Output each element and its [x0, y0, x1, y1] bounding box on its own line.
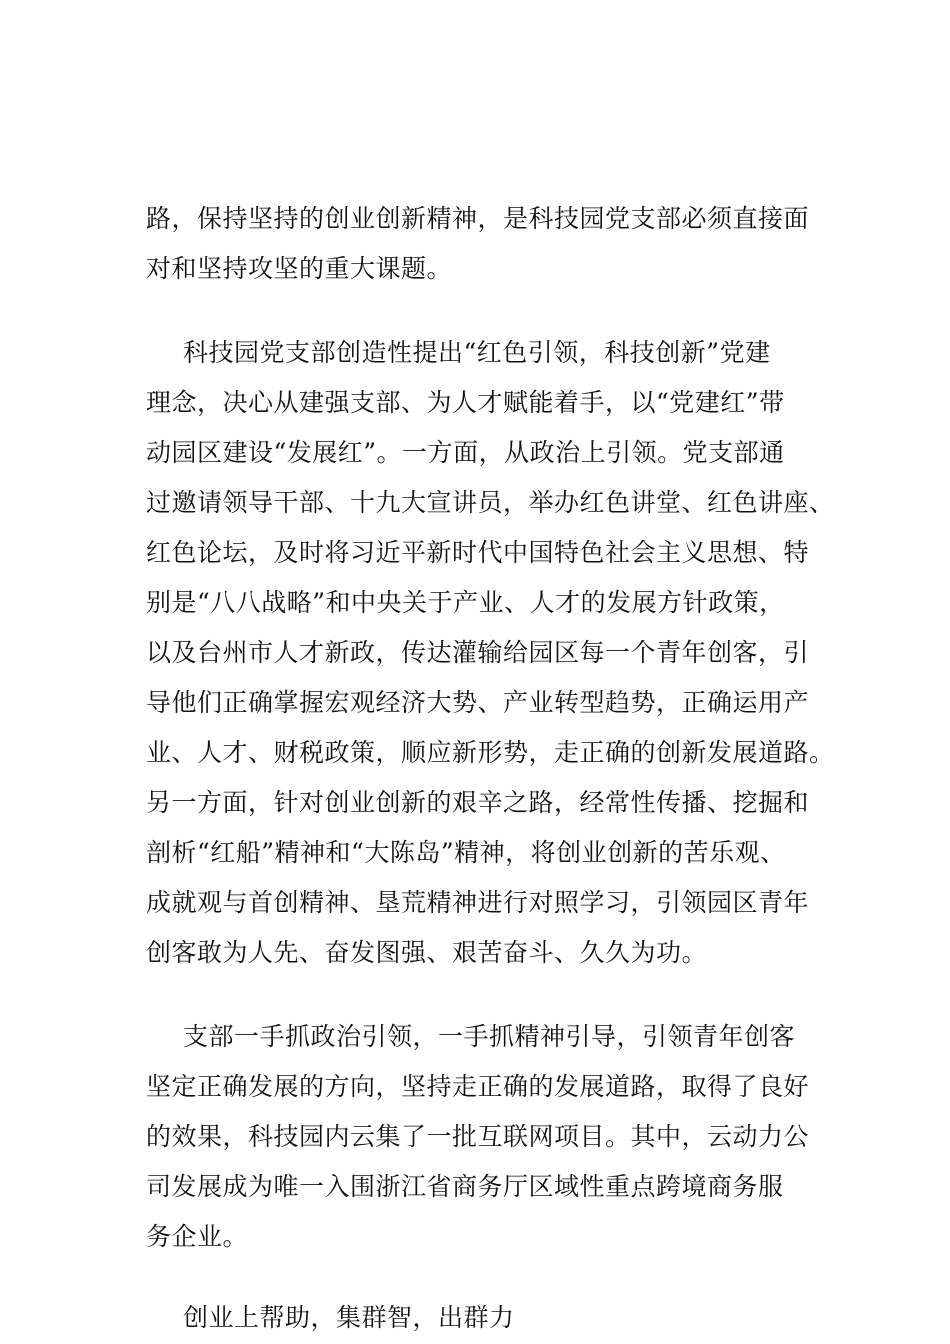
text-line: 红色论坛，及时将习近平新时代中国特色社会主义思想、特 — [146, 538, 810, 567]
text-line: 过邀请领导干部、十九大宣讲员，举办红色讲堂、红色讲座、 — [146, 488, 835, 517]
text-line: 务企业。 — [146, 1222, 249, 1251]
text-line: 支部一手抓政治引领，一手抓精神引导，引领青年创客 — [183, 1022, 796, 1051]
text-line: 业、人才、财税政策，顺应新形势，走正确的创新发展道路。 — [146, 738, 835, 767]
text-line: 以及台州市人才新政，传达灌输给园区每一个青年创客，引 — [146, 638, 810, 667]
text-line: 导他们正确掌握宏观经济大势、产业转型趋势，正确运用产 — [146, 688, 810, 717]
text-line: 剖析“红船”精神和“大陈岛”精神，将创业创新的苦乐观、 — [146, 838, 786, 867]
text-line: 对和坚持攻坚的重大课题。 — [146, 254, 453, 283]
text-line: 成就观与首创精神、垦荒精神进行对照学习，引领园区青年 — [146, 888, 810, 917]
text-line: 理念，决心从建强支部、为人才赋能着手，以“党建红”带 — [146, 388, 785, 417]
text-line: 司发展成为唯一入围浙江省商务厅区域性重点跨境商务服 — [146, 1172, 784, 1201]
text-line: 动园区建设“发展红”。一方面，从政治上引领。党支部通 — [146, 438, 785, 467]
text-line: 另一方面，针对创业创新的艰辛之路，经常性传播、挖掘和 — [146, 788, 810, 817]
text-line: 科技园党支部创造性提出“红色引领，科技创新”党建 — [183, 338, 771, 367]
text-line: 坚定正确发展的方向，坚持走正确的发展道路，取得了良好 — [146, 1072, 810, 1101]
text-line: 路，保持坚持的创业创新精神，是科技园党支部必须直接面 — [146, 204, 810, 233]
text-line: 别是“八八战略”和中央关于产业、人才的发展方针政策， — [146, 588, 785, 617]
text-line: 的效果，科技园内云集了一批互联网项目。其中，云动力公 — [146, 1122, 810, 1151]
text-line: 创业上帮助，集群智，出群力 — [183, 1303, 515, 1332]
text-line: 创客敢为人先、奋发图强、艰苦奋斗、久久为功。 — [146, 938, 708, 967]
